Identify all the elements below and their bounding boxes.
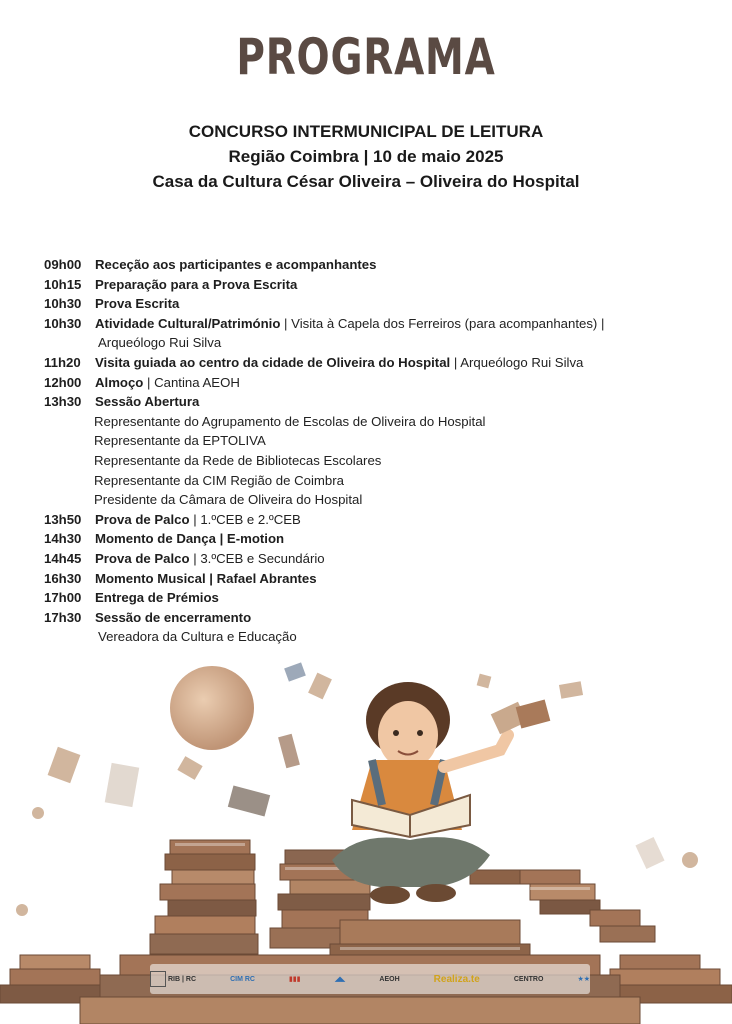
- logo-rib: RIB | RC: [150, 967, 196, 991]
- sponsor-logos: [150, 964, 590, 994]
- schedule-activity: Prova de Palco: [95, 511, 190, 527]
- schedule: [44, 255, 704, 647]
- schedule-time: 17h00: [44, 590, 82, 606]
- logo-aeoh: AEOH: [379, 975, 400, 983]
- closing-speaker: Vereadora da Cultura e Educação: [98, 629, 297, 645]
- schedule-activity: Momento Musical | Rafael Abrantes: [95, 570, 317, 586]
- opening-speaker: Presidente da Câmara de Oliveira do Hospital: [94, 492, 363, 508]
- schedule-time: 12h00: [44, 374, 82, 390]
- schedule-activity: Prova de Palco: [95, 550, 190, 566]
- schedule-row: [44, 353, 704, 373]
- schedule-detail-continuation: Arqueólogo Rui Silva: [98, 335, 222, 351]
- schedule-activity: Sessão de encerramento: [95, 609, 252, 625]
- logo-mark-icon: [150, 971, 166, 987]
- page-title: PROGRAMA: [236, 28, 496, 86]
- schedule-row: [44, 314, 704, 334]
- opening-speaker: Representante do Agrupamento de Escolas de Oliveira do Hospital: [94, 413, 486, 429]
- opening-speaker: Representante da EPTOLIVA: [94, 433, 266, 449]
- schedule-activity: Momento de Dança | E-motion: [95, 531, 285, 547]
- schedule-activity: Prova Escrita: [95, 296, 180, 312]
- logo-placeholder-red: ▮▮▮: [289, 976, 301, 983]
- opening-speaker: Representante da Rede de Bibliotecas Escolares: [94, 452, 382, 468]
- schedule-detail: | Arqueólogo Rui Silva: [450, 354, 584, 370]
- schedule-activity: Almoço: [95, 374, 144, 390]
- schedule-time: 16h30: [44, 570, 82, 586]
- schedule-row: [44, 373, 704, 393]
- logo-realizate: Realiza.te: [433, 973, 480, 985]
- schedule-activity: Preparação para a Prova Escrita: [95, 276, 298, 292]
- opening-speaker: Representante da CIM Região de Coimbra: [94, 472, 344, 488]
- schedule-detail: | 1.ºCEB e 2.ºCEB: [189, 511, 301, 527]
- event-name: CONCURSO INTERMUNICIPAL DE LEITURA: [188, 122, 544, 141]
- schedule-time: 14h45: [44, 550, 82, 566]
- logo-placeholder-blue: ◢◣: [334, 976, 346, 983]
- logo-centro: CENTRO: [513, 975, 544, 983]
- schedule-activity: Atividade Cultural/Património: [95, 315, 281, 331]
- schedule-activity: Entrega de Prémios: [95, 590, 219, 606]
- schedule-row: [44, 510, 704, 530]
- schedule-time: 11h20: [44, 354, 81, 370]
- schedule-row: [44, 549, 704, 569]
- moon-shape: [170, 666, 254, 750]
- schedule-row: [44, 588, 704, 608]
- schedule-time: 09h00: [44, 257, 82, 272]
- schedule-time: 10h30: [44, 296, 82, 312]
- schedule-row: [44, 255, 704, 275]
- schedule-row: [44, 294, 704, 314]
- logo-eu: ★★: [577, 976, 590, 983]
- logo-cim-rc: CIM RC: [230, 975, 255, 983]
- schedule-row: [44, 275, 704, 295]
- schedule-time: 14h30: [44, 531, 82, 547]
- schedule-activity: Visita guiada ao centro da cidade de Oliveira do Hospital: [95, 354, 451, 370]
- schedule-activity: Sessão Abertura: [95, 394, 200, 410]
- schedule-activity: Receção aos participantes e acompanhantes: [95, 257, 377, 272]
- schedule-time: 17h30: [44, 609, 82, 625]
- schedule-detail: | Visita à Capela dos Ferreiros (para acompanhantes) |: [280, 315, 605, 331]
- schedule-row: [44, 608, 704, 628]
- schedule-detail: | 3.ºCEB e Secundário: [189, 550, 325, 566]
- schedule-time: 13h50: [44, 511, 82, 527]
- schedule-time: 10h15: [44, 276, 82, 292]
- event-venue: Casa da Cultura César Oliveira – Oliveira do Hospital: [152, 172, 580, 191]
- schedule-detail: | Cantina AEOH: [143, 374, 240, 390]
- event-region-date: Região Coimbra | 10 de maio 2025: [228, 147, 504, 166]
- schedule-row: [44, 529, 704, 549]
- schedule-row: [44, 569, 704, 589]
- schedule-time: 10h30: [44, 315, 82, 331]
- schedule-time: 13h30: [44, 394, 82, 410]
- schedule-row: [44, 392, 704, 412]
